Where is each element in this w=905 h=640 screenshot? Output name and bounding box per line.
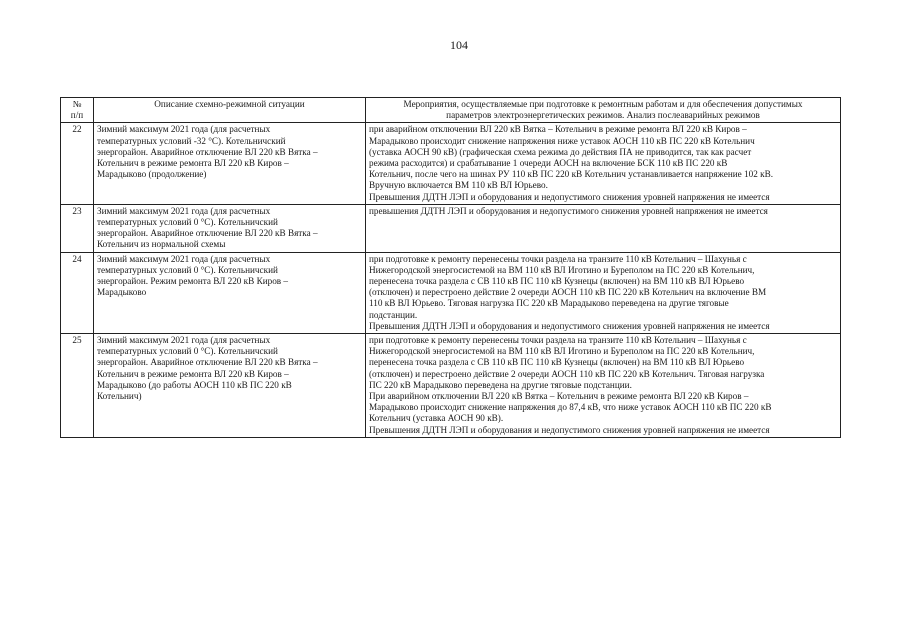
measures-line: Котельнич, после чего на шинах РУ 110 кВ ПС 220 кВ Котельнич устанавливается напряжение 102 кВ. [369, 169, 774, 180]
description-line: энергорайон. Аварийное отключение ВЛ 220 кВ Вятка – [97, 228, 318, 239]
description-line: энергорайон. Аварийное отключение ВЛ 220 кВ Вятка – [97, 146, 318, 157]
row-description [94, 204, 366, 252]
row-number: 22 [61, 123, 94, 204]
row-number: 25 [61, 334, 94, 438]
header-description-label: Описание схемно-режимной ситуации [154, 99, 305, 109]
row-measures [366, 252, 841, 333]
table-row [61, 123, 841, 204]
description-line: Марадыково (до работы АОСН 110 кВ ПС 220 кВ [97, 379, 292, 390]
header-measures [366, 98, 841, 123]
description-line: энергорайон. Режим ремонта ВЛ 220 кВ Киров – [97, 276, 289, 287]
table-row [61, 204, 841, 252]
description-line: Зимний максимум 2021 года (для расчетных [97, 253, 271, 264]
measures-line: при подготовке к ремонту перенесены точки раздела на транзите 110 кВ Котельнич – Шахунья с [369, 335, 747, 346]
header-description [94, 98, 366, 123]
description-line: Зимний максимум 2021 года (для расчетных [97, 335, 271, 346]
row-measures [366, 123, 841, 204]
row-description [94, 252, 366, 333]
row-description [94, 334, 366, 438]
description-line: Котельнич в режиме ремонта ВЛ 220 кВ Киров – [97, 158, 289, 169]
description-line: Марадыково [97, 287, 147, 298]
row-measures [366, 204, 841, 252]
row-description [94, 123, 366, 204]
measures-line: (отключен) и перестроено действие 2 очереди АОСН 110 кВ ПС 220 кВ Котельнич. Тяговая нагрузка [369, 368, 765, 379]
description-line: температурных условий 0 °С). Котельничский [97, 346, 278, 357]
measures-line: Нижегородской энергосистемой на ВМ 110 кВ ВЛ Иготино и Буреполом на ПС 220 кВ Котельнич, [369, 264, 755, 275]
measures-line: При аварийном отключении ВЛ 220 кВ Вятка – Котельнич в режиме ремонта ВЛ 220 кВ Киров – [369, 391, 749, 402]
description-line: Зимний максимум 2021 года (для расчетных [97, 205, 271, 216]
description-line: энергорайон. Аварийное отключение ВЛ 220 кВ Вятка – [97, 357, 318, 368]
measures-line: (уставка АОСН 90 кВ) (графическая схема режима до действия ПА не приводится, так как расчет [369, 146, 752, 157]
measures-line: Марадыково происходит снижение напряжения до 87,4 кВ, что ниже уставок АОСН 110 кВ ПС 220 кВ [369, 402, 772, 413]
header-number-line: № [72, 99, 82, 109]
table-row [61, 252, 841, 333]
row-number: 23 [61, 204, 94, 252]
measures-line: перенесена точка раздела с СВ 110 кВ ПС 110 кВ Кузнецы (включен) на ВМ 110 кВ ВЛ Юрьево [369, 357, 745, 368]
header-measures-line: Мероприятия, осуществляемые при подготовке к ремонтным работам и для обеспечения допустимых [403, 99, 803, 109]
description-line: Котельнич) [97, 391, 142, 402]
table-header-row [61, 98, 841, 123]
measures-line: режима расходится) и срабатывание 1 очереди АОСН на включение БСК 110 кВ ПС 220 кВ [369, 158, 728, 169]
conclusion-line: Превышения ДДТН ЛЭП и оборудования и недопустимого снижения уровней напряжения не имеется [369, 191, 770, 202]
row-number: 24 [61, 252, 94, 333]
measures-line: Марадыково происходит снижение напряжения ниже уставок АОСН 110 кВ ПС 220 кВ Котельнич [369, 135, 755, 146]
description-line: температурных условий 0 °С). Котельничский [97, 217, 278, 228]
measures-line: (отключен) и перестроено действие 2 очереди АОСН 110 кВ ПС 220 кВ Котельнич на включение ВМ [369, 287, 767, 298]
header-number-line: п/п [70, 110, 84, 121]
conclusion-line: Превышения ДДТН ЛЭП и оборудования и недопустимого снижения уровней напряжения не имеется [369, 320, 770, 331]
conclusion-line: Превышения ДДТН ЛЭП и оборудования и недопустимого снижения уровней напряжения не имеется [369, 424, 770, 435]
description-line: Котельнич в режиме ремонта ВЛ 220 кВ Киров – [97, 368, 289, 379]
row-measures [366, 334, 841, 438]
page-number: 104 [450, 38, 468, 52]
measures-line: Нижегородской энергосистемой на ВМ 110 кВ ВЛ Иготино и Буреполом на ПС 220 кВ Котельнич, [369, 346, 755, 357]
description-line: Зимний максимум 2021 года (для расчетных [97, 124, 271, 135]
description-line: температурных условий -32 °С). Котельничский [97, 135, 286, 146]
measures-line: при подготовке к ремонту перенесены точки раздела на транзите 110 кВ Котельнич – Шахунья с [369, 253, 747, 264]
description-line: Марадыково (продолжение) [97, 169, 207, 180]
measures-line: Вручную включается ВМ 110 кВ ВЛ Юрьево. [369, 180, 548, 191]
description-line: температурных условий 0 °С). Котельничский [97, 264, 278, 275]
measures-line: ПС 220 кВ Марадыково переведена на другие тяговые подстанции. [369, 379, 632, 390]
situations-table [60, 97, 841, 438]
measures-line: при аварийном отключении ВЛ 220 кВ Вятка – Котельнич в режиме ремонта ВЛ 220 кВ Киров – [369, 124, 747, 135]
conclusion-line: превышения ДДТН ЛЭП и оборудования и недопустимого снижения уровней напряжения не имеется [369, 205, 768, 216]
measures-line: Котельнич (уставка АОСН 90 кВ). [369, 413, 504, 424]
header-measures-line: параметров электроэнергетических режимов. Анализ послеаварийных режимов [446, 110, 760, 121]
measures-line: перенесена точка раздела с СВ 110 кВ ПС 110 кВ Кузнецы (включен) на ВМ 110 кВ ВЛ Юрьево [369, 276, 745, 287]
description-line: Котельнич из нормальной схемы [97, 239, 226, 250]
header-number [61, 98, 94, 123]
measures-line: подстанции. [369, 309, 418, 320]
table-row [61, 334, 841, 438]
measures-line: 110 кВ ВЛ Юрьево. Тяговая нагрузка ПС 220 кВ Марадыково переведена на другие тяговые [369, 298, 729, 309]
